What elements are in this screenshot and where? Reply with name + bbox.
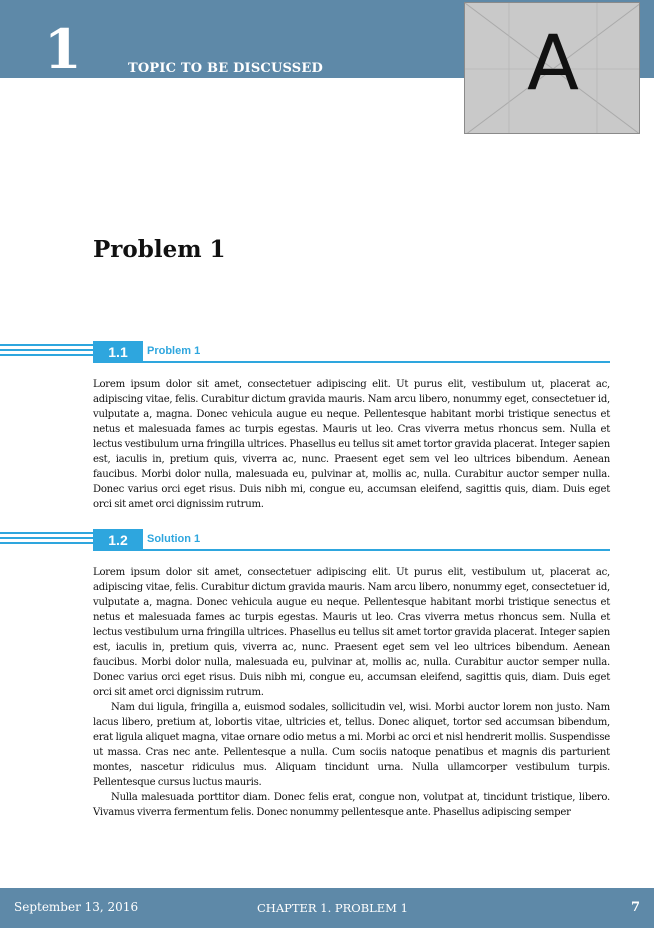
page-footer: [0, 888, 654, 928]
chapter-topic: TOPIC TO BE DISCUSSED: [128, 61, 323, 76]
section-heading-1-2: [0, 529, 610, 553]
placeholder-letter: A: [527, 18, 579, 107]
section-body-1-1: [93, 377, 610, 512]
chapter-image-placeholder: [464, 2, 640, 134]
page-title: Problem 1: [93, 236, 226, 263]
paragraph: Nam dui ligula, fringilla a, euismod sodales, sollicitudin vel, wisi. Morbi auctor lorem non justo. Nam lacus libero, pretium at, lobortis vitae, ultricies et, tellus. Donec aliquet, tortor sed accumsan bibendum, erat ligula aliquet magna, vitae ornare odio metus a mi. Morbi ac orci et nisl hendrerit mollis. Suspendisse ut massa. Cras nec ante. Pellentesque a nulla. Cum sociis natoque penatibus et magnis dis parturient montes, nascetur ridiculus mus. Aliquam tincidunt urna. Nulla ullamcorper vestibulum turpis. Pellentesque cursus luctus mauris.: [93, 702, 610, 788]
chapter-number: 1: [44, 17, 82, 81]
paragraph: Lorem ipsum dolor sit amet, consectetuer adipiscing elit. Ut purus elit, vestibulum ut, placerat ac, adipiscing vitae, felis. Curabitur dictum gravida mauris. Nam arcu libero, nonummy eget, consectetuer id, vulputate a, magna. Donec vehicula augue eu neque. Pellentesque habitant morbi tristique senectus et netus et malesuada fames ac turpis egestas. Mauris ut leo. Cras viverra metus rhoncus sem. Nulla et lectus vestibulum urna fringilla ultrices. Phasellus eu tellus sit amet tortor gravida placerat. Integer sapien est, iaculis in, pretium quis, viverra ac, nunc. Praesent eget sem vel leo ultrices bibendum. Aenean faucibus. Morbi dolor nulla, malesuada eu, pulvinar at, mollis ac, nulla. Curabitur auctor semper nulla. Donec varius orci eget risus. Duis nibh mi, congue eu, accumsan eleifend, sagittis quis, diam. Duis eget orci sit amet orci dignissim rutrum.: [93, 379, 610, 510]
section-number: 1.1: [93, 341, 143, 363]
section-rule: [143, 361, 610, 363]
section-rule: [143, 549, 610, 551]
section-decoration-lines: [0, 344, 93, 362]
paragraph: Lorem ipsum dolor sit amet, consectetuer adipiscing elit. Ut purus elit, vestibulum ut, placerat ac, adipiscing vitae, felis. Curabitur dictum gravida mauris. Nam arcu libero, nonummy eget, consectetuer id, vulputate a, magna. Donec vehicula augue eu neque. Pellentesque habitant morbi tristique senectus et netus et malesuada fames ac turpis egestas. Mauris ut leo. Cras viverra metus rhoncus sem. Nulla et lectus vestibulum urna fringilla ultrices. Phasellus eu tellus sit amet tortor gravida placerat. Integer sapien est, iaculis in, pretium quis, viverra ac, nunc. Praesent eget sem vel leo ultrices bibendum. Aenean faucibus. Morbi dolor nulla, malesuada eu, pulvinar at, mollis ac, nulla. Curabitur auctor semper nulla. Donec varius orci eget risus. Duis nibh mi, congue eu, accumsan eleifend, sagittis quis, diam. Duis eget orci sit amet orci dignissim rutrum.: [93, 567, 610, 698]
footer-chapter: CHAPTER 1. PROBLEM 1: [257, 901, 408, 915]
section-number: 1.2: [93, 529, 143, 551]
section-decoration-lines: [0, 532, 93, 550]
section-body-1-2: [93, 565, 610, 820]
section-title: Problem 1: [147, 345, 201, 357]
section-heading-1-1: [0, 341, 610, 365]
footer-date: September 13, 2016: [14, 900, 139, 914]
page-number: 7: [630, 900, 640, 915]
paragraph: Nulla malesuada porttitor diam. Donec felis erat, congue non, volutpat at, tincidunt tristique, libero. Vivamus viverra fermentum felis. Donec nonummy pellentesque ante. Phasellus adipiscing semper: [93, 792, 610, 818]
section-title: Solution 1: [147, 533, 201, 545]
